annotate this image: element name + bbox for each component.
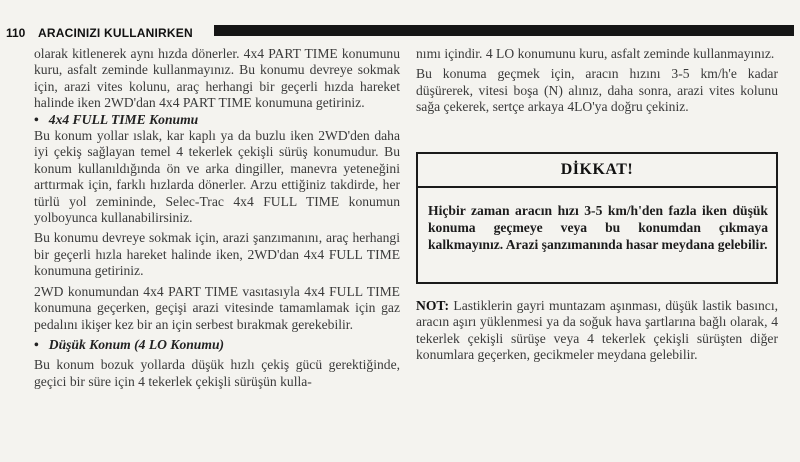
paragraph: Bu konumu devreye sokmak için, arazi şanzımanını, araç herhangi bir geçerli hızla hareket halinde iken, 2WD'dan 4x4 FULL TIME konumuna getiriniz. (34, 230, 400, 279)
paragraph: 2WD konumundan 4x4 PART TIME vasıtasıyla 4x4 FULL TIME konumuna geçerken, geçişi arazi vitesinde tamamlamak için gaz pedalını ikişer kez bir an için serbest bırakmak gerekebilir. (34, 283, 400, 332)
warning-box (416, 152, 778, 284)
warning-body: Hiçbir zaman aracın hızı 3-5 km/h'den fazla iken düşük konuma geçmeye veya bu konumdan çıkmaya kalkmayınız. Arazi şanzımanında hasar meydana gelebilir. (428, 203, 768, 252)
subheading-label: Düşük Konum (4 LO Konumu) (48, 336, 225, 352)
bullet-icon: • (34, 111, 39, 127)
subheading-low-range (34, 337, 400, 353)
note-label: NOT: (416, 298, 449, 313)
paragraph: olarak kitlenerek aynı hızda dönerler. 4x4 PART TIME konumunu kuru, asfalt zeminde kullanmayınız. Bu konumu devreye sokmak için, arazi vites kolunu, araç herhangi bir geçerli hızda hareket halinde iken 2WD'dan 4x4 PART TIME konumuna getiriniz. (34, 46, 400, 111)
subheading-4x4-full-time (34, 112, 400, 128)
subheading-label: 4x4 FULL TIME Konumu (48, 111, 199, 127)
left-column (34, 46, 400, 390)
warning-title: DİKKAT! (418, 154, 776, 188)
section-title: ARACINIZI KULLANIRKEN (38, 26, 193, 40)
header-rule (214, 25, 794, 36)
note (416, 298, 778, 364)
paragraph: nımı içindir. 4 LO konumunu kuru, asfalt zeminde kullanmayınız. (416, 46, 775, 61)
page-header (6, 22, 796, 44)
paragraph: Bu konum yollar ıslak, kar kaplı ya da buzlu iken 2WD'den daha iyi çekiş sağlayan temel 4 tekerlek çekişli sürüş konumudur. Bu konum kullanıldığında ön ve arka dingiller, manevra yeteneğini arttırmak için, farklı hızlarda dönerler. Arzu ettiğiniz takdirde, her türlü yol zemininde, Selec-Trac 4x4 FULL TIME konumun yolboyunca kullanabilirsiniz. (34, 128, 400, 226)
paragraph: Bu konuma geçmek için, aracın hızını 3-5 km/h'e kadar düşürerek, vitesi boşa (N) alınız, daha sonra, arazi vites kolunu sağa çekerek, sertçe arkaya 4LO'ya doğru çekiniz. (416, 66, 778, 115)
bullet-icon: • (34, 336, 39, 352)
page-number: 110 (6, 26, 26, 40)
right-column (416, 46, 778, 116)
paragraph: Bu konum bozuk yollarda düşük hızlı çekiş gücü gerektiğinde, geçici bir süre için 4 tekerlek çekişli sürüşün kulla- (34, 357, 400, 389)
note-text: Lastiklerin gayri muntazam aşınması, düşük lastik basıncı, aracın aşırı yüklenmesi ya da soğuk hava şartlarına bağlı olarak, 4 tekerlek çekişli sürüşe veya 4 tekerlek çekişli sürüşten diğer konumlara geçerken, gecikmeler meydana gelebilir. (416, 298, 778, 363)
